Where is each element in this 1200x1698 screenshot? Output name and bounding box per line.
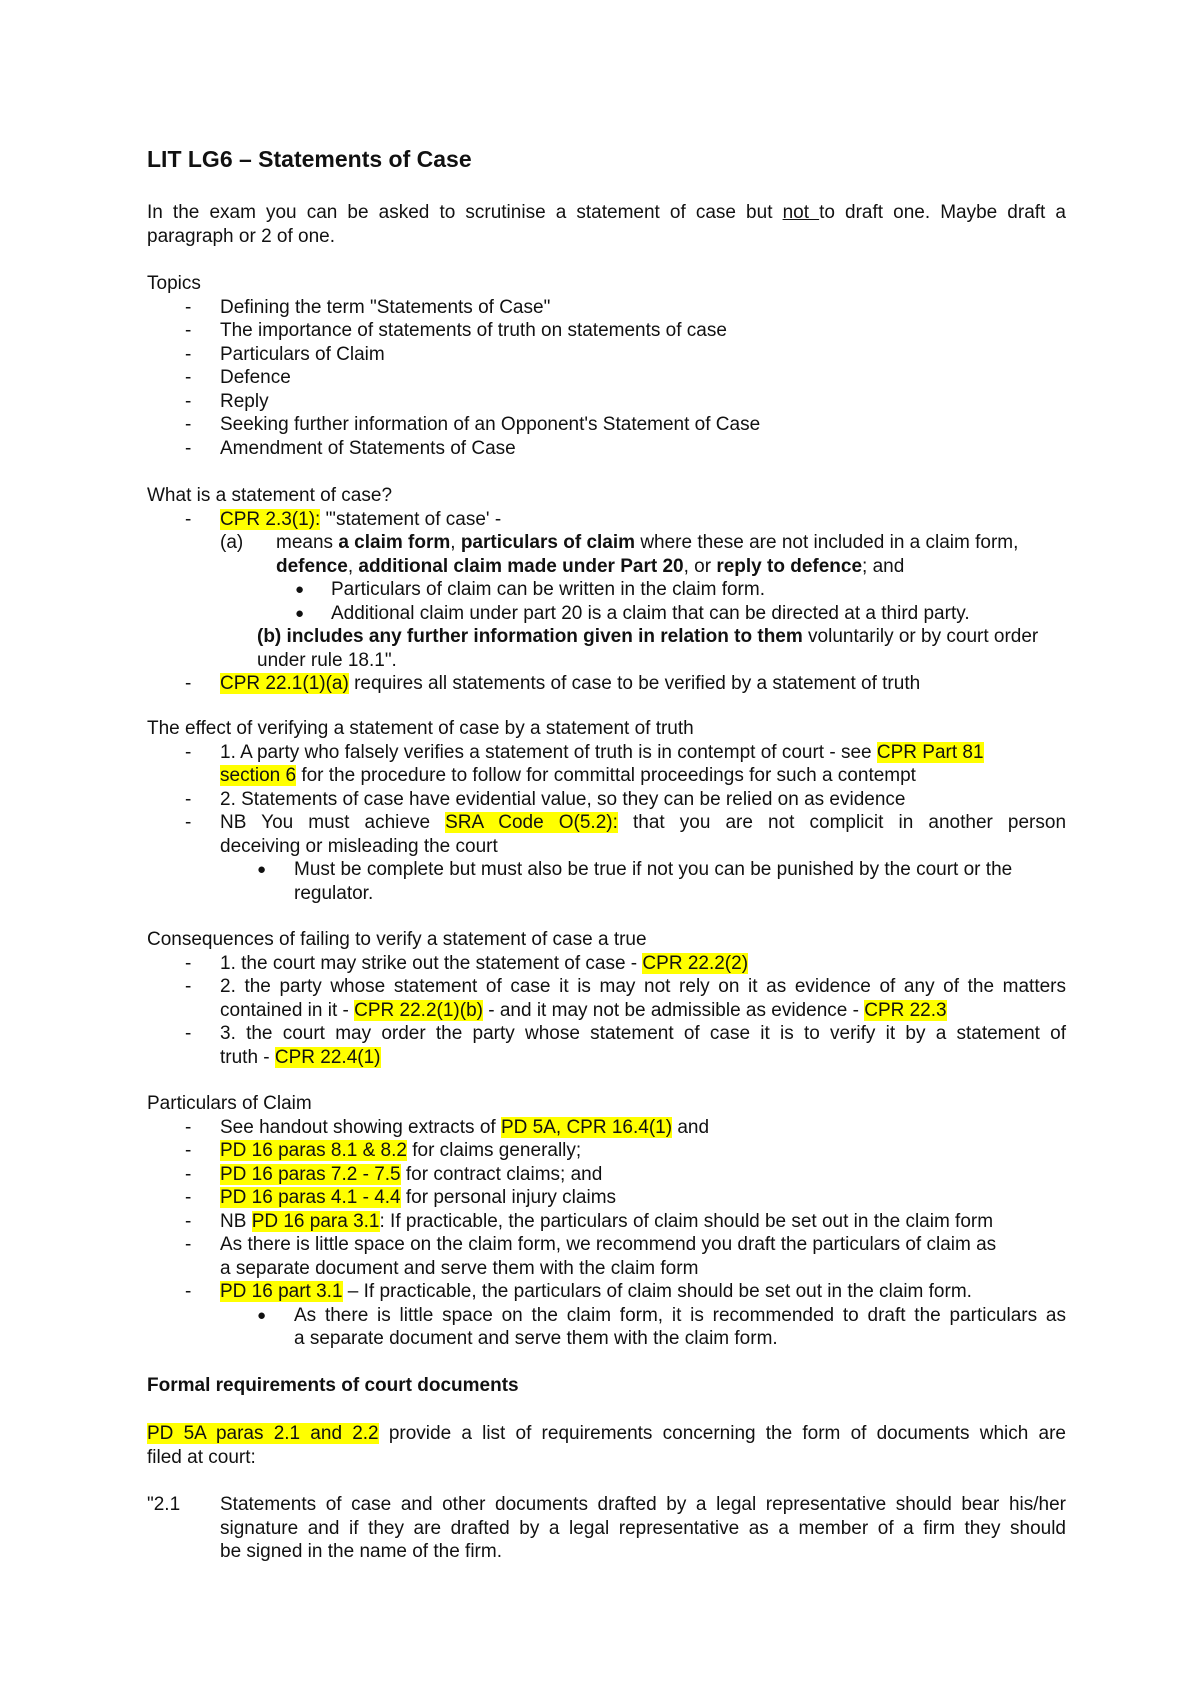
def-text: , [347, 555, 359, 577]
def-bold: particulars of claim [460, 532, 636, 553]
what-bullet [147, 602, 1066, 626]
poc-heading: Particulars of Claim [147, 1093, 312, 1114]
item-text: and [672, 1116, 710, 1138]
consequence-item-3 [147, 1022, 1066, 1069]
consequence-item-2 [147, 975, 1066, 1022]
definition-a-line-1 [257, 531, 1066, 555]
intro-line-1 [147, 201, 1066, 225]
dash-marker: - [185, 296, 192, 318]
topic-text: Amendment of Statements of Case [220, 437, 516, 459]
def-text: , [450, 532, 461, 553]
what-heading: What is a statement of case? [147, 485, 393, 506]
dash-marker: - [185, 741, 192, 763]
dash-marker: - [185, 812, 192, 833]
topic-item [147, 319, 1066, 343]
highlight-pd-16-8: PD 16 paras 8.1 & 8.2 [220, 1140, 407, 1161]
item-text: 1. A party who falsely verifies a statement of truth is in contempt of court - see [220, 741, 877, 763]
highlight-cpr-22-2-1-b: CPR 22.2(1)(b) [354, 999, 483, 1021]
item-text: NB You must achieve [220, 812, 446, 833]
item-text: truth - [220, 1046, 275, 1068]
dash-marker: - [185, 1210, 192, 1232]
item-text: for the procedure to follow for committal proceedings for such a contempt [296, 765, 916, 786]
para-text-line-2: signature and if they are drafted by a legal representative as a member of a firm they should [220, 1517, 1066, 1539]
def-text: , or [683, 555, 717, 577]
dash-marker: - [185, 320, 192, 341]
bullet-text: As there is little space on the claim form, it is recommended to draft the particulars as [294, 1304, 1066, 1326]
highlight-cpr-2-3: CPR 2.3(1): [220, 508, 321, 530]
bullet-marker: ● [295, 581, 305, 598]
item-text: requires all statements of case to be verified by a statement of truth [348, 673, 921, 694]
def-text: means [276, 532, 339, 553]
def-bold: defence [276, 555, 348, 577]
intro-underlined-not: not [782, 202, 820, 223]
item-text: – If practicable, the particulars of claim should be set out in the claim form. [342, 1281, 972, 1302]
topic-item [147, 343, 1066, 367]
def-bold: (b) includes any further information given in relation to them [257, 626, 803, 647]
highlight-pd-16-part-3-1: PD 16 part 3.1 [220, 1281, 343, 1302]
what-item-cpr23 [147, 508, 1066, 532]
dash-marker: - [185, 343, 192, 365]
dash-marker: - [185, 508, 192, 530]
formal-paragraph [147, 1422, 1066, 1469]
topic-text: Particulars of Claim [220, 343, 385, 365]
item-text: NB [220, 1210, 252, 1232]
para-text-line-3: be signed in the name of the firm. [220, 1541, 502, 1562]
highlight-pd-16-7: PD 16 paras 7.2 - 7.5 [220, 1163, 401, 1185]
effect-item-3 [147, 811, 1066, 858]
effect-item-3-line-1 [220, 811, 1066, 835]
highlight-pd-5a: PD 5A, CPR 16.4(1) [500, 1116, 673, 1138]
effect-item-1-line-2 [220, 764, 1066, 788]
page-title: LIT LG6 – Statements of Case [147, 146, 472, 172]
bullet-marker: ● [257, 861, 267, 878]
effect-item-2 [147, 788, 1066, 812]
item-text: 1. the court may strike out the statement of case - [220, 952, 643, 974]
topic-text: Reply [220, 390, 269, 412]
what-section [147, 484, 1066, 696]
item-text: contained in it - [220, 999, 355, 1021]
poc-item [147, 1163, 1066, 1187]
item-text: : If practicable, the particulars of claim should be set out in the claim form [379, 1210, 994, 1232]
def-text: where these are not included in a claim form, [635, 532, 1019, 553]
dash-marker: - [185, 1023, 192, 1044]
highlight-cpr-22-2-2: CPR 22.2(2) [642, 952, 749, 974]
highlight-cpr-22-1: CPR 22.1(1)(a) [220, 673, 349, 694]
bullet-marker: ● [257, 1306, 267, 1324]
formal-line-1 [147, 1422, 1066, 1446]
consequence-item-1 [147, 952, 1066, 976]
item-text: for personal injury claims [400, 1187, 617, 1208]
para-2-1-block [147, 1493, 1066, 1564]
dash-marker: - [185, 1281, 192, 1302]
item-text: As there is little space on the claim form, we recommend you draft the particulars of claim as [220, 1234, 997, 1255]
consequences-heading: Consequences of failing to verify a statement of case a true [147, 929, 647, 950]
item-text: 3. the court may order the party whose statement of case it is to verify it by a statement of [220, 1023, 1066, 1044]
highlight-cpr-part-81: CPR Part 81 [876, 741, 984, 763]
dash-marker: - [185, 1116, 192, 1138]
highlight-pd-5a-paras: PD 5A paras 2.1 and 2.2 [147, 1423, 379, 1444]
highlight-pd-16-4: PD 16 paras 4.1 - 4.4 [220, 1187, 401, 1208]
what-bullet [147, 578, 1066, 602]
effect-item-1 [147, 741, 1066, 788]
topics-heading: Topics [147, 273, 201, 294]
poc-item [147, 1233, 1066, 1280]
poc-section [147, 1092, 1066, 1351]
definition-a-label: (a) [220, 532, 244, 553]
dash-marker: - [185, 1140, 192, 1161]
highlight-cpr-22-4-1: CPR 22.4(1) [274, 1046, 381, 1068]
dash-marker: - [185, 414, 192, 435]
effect-bullet [147, 858, 1066, 905]
dash-marker: - [185, 952, 192, 974]
highlight-cpr-22-3: CPR 22.3 [864, 999, 947, 1021]
dash-marker: - [185, 1163, 192, 1185]
effect-heading: The effect of verifying a statement of case by a statement of truth [147, 718, 694, 739]
item-text: See handout showing extracts of [220, 1116, 501, 1138]
formal-heading: Formal requirements of court documents [147, 1375, 519, 1396]
highlight-pd-16-3-1: PD 16 para 3.1 [251, 1210, 380, 1232]
highlight-section-6: section 6 [220, 765, 297, 786]
def-text: voluntarily or by court order [802, 626, 1039, 647]
item-text: 2. Statements of case have evidential value, so they can be relied on as evidence [220, 788, 906, 810]
topic-item [147, 366, 1066, 390]
topic-text: Defining the term "Statements of Case" [220, 296, 551, 318]
poc-item [147, 1186, 1066, 1210]
topic-item [147, 437, 1066, 461]
intro-text-1: In the exam you can be asked to scrutinise a statement of case but [147, 202, 783, 223]
bullet-marker: ● [295, 604, 305, 622]
effect-item-1-line-1 [220, 741, 1066, 765]
formal-section [147, 1374, 1066, 1398]
dash-marker: - [185, 976, 192, 997]
bullet-text-line-2: a separate document and serve them with the claim form. [294, 1328, 778, 1349]
poc-item [147, 1210, 1066, 1234]
highlight-sra-code: SRA Code O(5.2): [445, 812, 618, 833]
def-text: ; and [862, 555, 905, 577]
consequence-item-2-line-2 [220, 999, 1066, 1023]
poc-item [147, 1280, 1066, 1304]
intro-text-2: to draft one. Maybe draft a [819, 202, 1066, 223]
def-bold: reply to defence [716, 555, 863, 577]
def-bold: additional claim made under Part 20 [358, 555, 684, 577]
item-text: that you are not complicit in another person [617, 812, 1067, 833]
item-text: - and it may not be admissible as evidence - [482, 999, 865, 1021]
effect-item-3-line-2: deceiving or misleading the court [220, 835, 498, 857]
item-text: for contract claims; and [400, 1163, 603, 1185]
bullet-text: Particulars of claim can be written in the claim form. [331, 579, 765, 600]
bullet-text-line-2: regulator. [294, 882, 374, 904]
para-2-1-label: "2.1 [147, 1494, 181, 1515]
topic-item [147, 413, 1066, 437]
para-2-1 [147, 1493, 1066, 1564]
definition-a-line-2 [257, 555, 1066, 579]
topic-text: The importance of statements of truth on statements of case [220, 320, 727, 341]
dash-marker: - [185, 788, 192, 810]
topics-section [147, 272, 1066, 460]
def-bold: a claim form [338, 532, 451, 553]
dash-marker: - [185, 1234, 192, 1255]
topic-text: Seeking further information of an Opponent's Statement of Case [220, 414, 761, 435]
poc-bullet [147, 1304, 1066, 1351]
intro-line-2: paragraph or 2 of one. [147, 225, 336, 247]
consequence-item-3-line-2 [220, 1046, 1066, 1070]
item-text-line-2: a separate document and serve them with the claim form [220, 1257, 699, 1279]
definition-b [147, 625, 1066, 649]
paragraph-text: provide a list of requirements concerning the form of documents which are [378, 1423, 1066, 1444]
topic-item [147, 390, 1066, 414]
dash-marker: - [185, 1187, 192, 1208]
dash-marker: - [185, 390, 192, 412]
definition-a [147, 531, 1066, 578]
intro-paragraph [147, 201, 1066, 248]
topic-text: Defence [220, 367, 291, 388]
dash-marker: - [185, 367, 192, 388]
poc-item [147, 1116, 1066, 1140]
cpr23-text: "'statement of case' - [320, 508, 502, 530]
item-text: 2. the party whose statement of case it is may not rely on it as evidence of any of the matters [220, 976, 1066, 997]
dash-marker: - [185, 673, 192, 694]
poc-item [147, 1139, 1066, 1163]
formal-line-2: filed at court: [147, 1446, 256, 1468]
bullet-text: Additional claim under part 20 is a claim that can be directed at a third party. [331, 602, 970, 624]
bullet-text: Must be complete but must also be true if not you can be punished by the court or the [294, 859, 1013, 880]
consequences-section [147, 928, 1066, 1069]
dash-marker: - [185, 437, 192, 459]
topic-item [147, 296, 1066, 320]
item-text: for claims generally; [406, 1140, 582, 1161]
definition-b-line-2: under rule 18.1". [257, 649, 397, 671]
effect-section [147, 717, 1066, 905]
what-item-cpr221 [147, 672, 1066, 696]
para-text-line-1: Statements of case and other documents drafted by a legal representative should bear his/her [220, 1494, 1066, 1515]
